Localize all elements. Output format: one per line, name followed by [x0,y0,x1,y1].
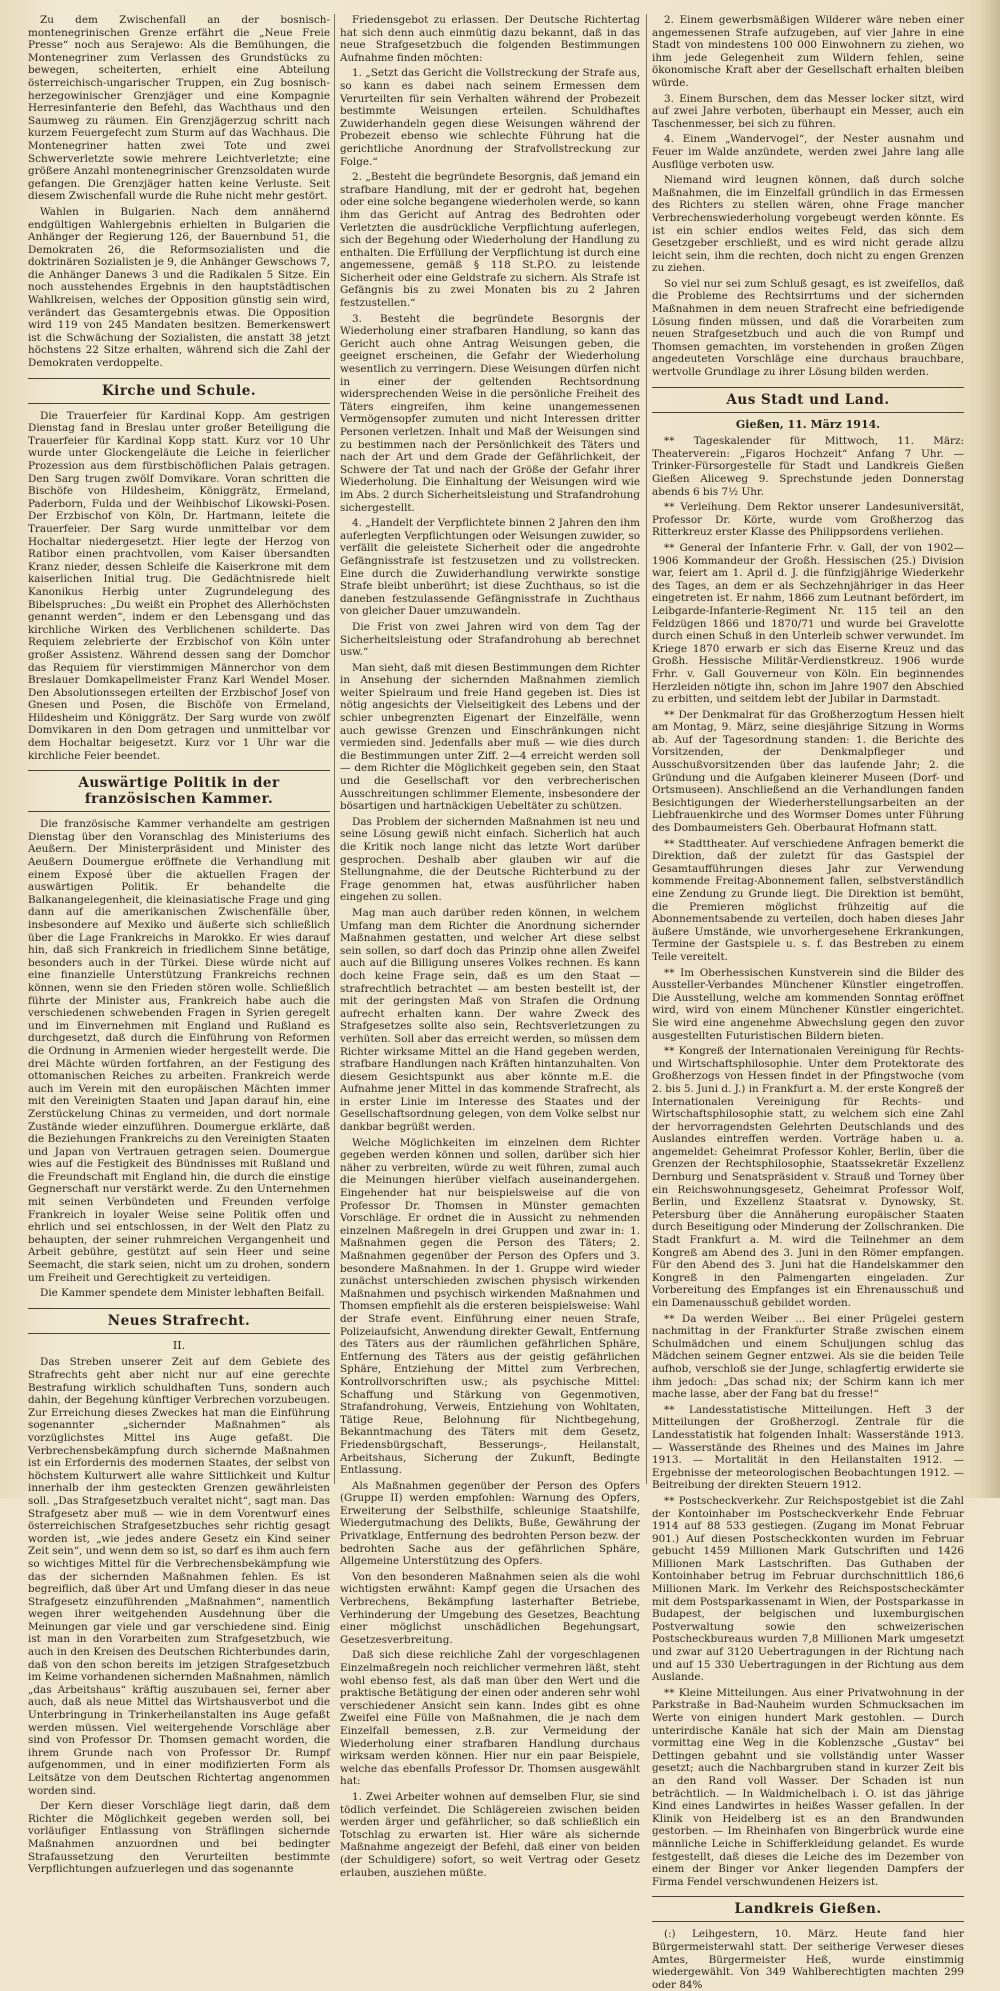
article-paragraph: 2. „Besteht die begründete Besorgnis, daß jemand ein strafbare Handlung, mit der er gedroht hat, begehen oder eine solche begangene wiederholen werde, so kann ihm das Gericht auf Antrag des Bedrohten oder Verletzten die ausdrückliche Verpflichtung auferlegen, sich der Begehung oder Wiederholung der Handlung zu enthalten. Die Erfüllung der Verpflichtung ist durch eine angemessene, gemäß § 118 St.P.O. zu leistende Sicherheit oder eine Geldstrafe zu sichern. Als Strafe ist Gefängnis bis zu zwei Monaten bis zu 2 Jahren festzustellen.“ [340,171,640,310]
column-2 [340,14,640,1879]
article-paragraph: ** Da werden Weiber ... Bei einer Prügelei gestern nachmittag in der Frankfurter Straße zwischen einem Schulmädchen und einem Schuljungen schlug das Mädchen seinem Gegner entzwei. Als sie die beiden Teile aufhob, verschloß sie der Junge, schlagfertig erwiderte sie ihm jedoch: „Das schad nix; der Schirm kann ich mer mache lasse, aber der Fang bat du fresse!“ [652,1312,964,1401]
article-paragraph: ** Im Oberhessischen Kunstverein sind die Bilder des Aussteller-Verbandes Münchener Künstler eingetroffen. Die Ausstellung, welche am kommenden Sonntag eröffnet wird, wird von einem Münchener Künstler eingerichtet. Sie wird eine angenehme Abwechslung gegen den zuvor ausgestellten Futuristischen Bildern bieten. [652,966,964,1042]
article-paragraph: Man sieht, daß mit diesen Bestimmungen dem Richter in Ansehung der sichernden Maßnahmen ziemlich weiter Spielraum und freie Hand gegeben ist. Dies ist nötig angesichts der Vielseitigkeit des Lebens und der schier unbegrenzten Eigenart der Einzelfälle, wenn auch gewisse Grenzen und Einschränkungen nicht vermieden sind. Jedenfalls aber muß — wie dies durch die Bestimmungen unter Ziff. 2—4 erreicht werden soll — dem Richter die Möglichkeit gegeben sein, den Staat und die Gesellschaft vor den verbrecherischen Ausschreitungen schlimmer Elemente, insbesondere der bösartigen und hartnäckigen Uebeltäter zu schützen. [340,661,640,813]
article-paragraph: Das Problem der sichernden Maßnahmen ist neu und seine Lösung gewiß nicht einfach. Sicherlich hat auch die Kritik noch lange nicht das letzte Wort darüber gesprochen. Deshalb aber glauben wir auf die Stellungnahme, die der Deutsche Richterbund zu der Frage genommen hat, etwas ausführlicher haben eingehen zu sollen. [340,815,640,904]
article-paragraph: ** Kleine Mitteilungen. Aus einer Privatwohnung in der Parkstraße in Bad-Nauheim wurden Schmucksachen im Werte von einigen hundert Mark gestohlen. — Durch unterirdische Kanäle hat sich der Main am Dienstag vormittag eine Weg in die Koblenzsche „Gustav“ bei Dettingen gebahnt und sie vollständig unter Wasser gesetzt; auch die Nachbargruben stand in kurzer Zeit bis an den Rand voll Wasser. Der Schaden ist nun beträchtlich. — In Waldmichelbach i. O. ist das jährige Kind eines Landwirtes in heißes Wasser gefallen. In der Klinik von Heidelberg ist es an den Brandwunden gestorben. — Im Rheinhafen von Bingerbrück wurde eine männliche Leiche in Schifferkleidung gelandet. Es wurde festgestellt, daß dieses die Leiche des im Dezember von einem der Binger vor Anker liegenden Dampfers der Firma Fendel verschwundenen Heizers ist. [652,1686,964,1888]
article-paragraph: Die Kammer spendete dem Minister lebhaften Beifall. [40,1287,325,1300]
article-paragraph: 3. Einem Burschen, dem das Messer locker sitzt, wird auf zwei Jahre verboten, überhaupt ein Messer, auch ein Taschenmesser, bei sich zu führen. [652,92,964,130]
section-heading: Aus Stadt und Land. [652,387,964,413]
article-paragraph: Der Kern dieser Vorschläge liegt darin, daß dem Richter die Möglichkeit gegeben werden soll, bei vorläufiger Entlassung von Sträflingen sichernde Maßnahmen anzuordnen und bei bedingter Strafaussetzung den Verurteilten bestimmte Verpflichtungen aufzuerlegen und das sogenannte [28,1800,330,1876]
article-paragraph: 2. Einem gewerbsmäßigen Wilderer wäre neben einer angemessenen Strafe aufzugeben, auf vier Jahre in eine Stadt von mindestens 100 000 Einwohnern zu ziehen, wo ihm jede Gelegenheit zum Wildern fehlen, seine ökonomische Kraft aber der Gesellschaft erhalten bleiben würde. [652,14,964,89]
article-paragraph: 1. Zwei Arbeiter wohnen auf demselben Flur, sie sind tödlich verfeindet. Die Schlägereien zwischen beiden werden ärger und gefährlicher, so daß schließlich ein Totschlag zu erwarten ist. Hier wäre als sichernde Maßnahme angezeigt der Befehl, daß einer von beiden (der Schuldigere) sofort, so weit Vertrag oder Gesetz erlauben, ausziehen müßte. [340,1790,640,1879]
article-paragraph: Wahlen in Bulgarien. Nach dem annähernd endgültigen Wahlergebnis erhielten in Bulgarien die Anhänger der Regierung 126, der Bauernbund 51, die Demokraten 26, die Reformsozialisten und die doktrinären Sozialisten je 9, die Anhänger Gewschows 7, die Anhänger Danews 3 und die Radikalen 5 Sitze. Ein noch ausstehendes Ergebnis in den hauptstädtischen Wahlkreisen, welches der Opposition günstig sein wird, verändert das Gesamtergebnis etwas. Die Opposition wird 119 von 245 Mandaten besitzen. Bemerkenswert ist die Schwächung der Sozialisten, die anstatt 38 jetzt höchstens 22 Sitze erhalten, während sich die Zahl der Demokraten verdoppelte. [28,205,330,370]
article-paragraph: ** General der Infanterie Frhr. v. Gall, der von 1902—1906 Kommandeur der Großh. Hessischen (25.) Division war, feiert am 1. April d. J. die fünfzigjährige Wiederkehr des Tages, an dem er als Sechzehnjähriger in das Heer eingetreten ist. Er nahm, 1866 zum Leutnant befördert, im Leibgarde-Infanterie-Regiment Nr. 115 teil an den Feldzügen 1866 und 1870/71 und wurde bei Gravelotte durch einen Schuß in den Unterleib schwer verwundet. Im Kriege 1870 erwarb er sich das Eiserne Kreuz und das Großh. Hessische Militär-Verdienstkreuz. 1906 wurde Frhr. v. Gall Gouverneur von Köln. Ein beginnendes Herzleiden nötigte ihn, schon im Jahre 1907 den Abschied zu erbitten, und seitdem lebt der Jubilar in Darmstadt. [652,541,964,706]
section-heading: Landkreis Gießen. [652,1896,964,1922]
article-paragraph: Die französische Kammer verhandelte am gestrigen Dienstag über den Voranschlag des Ministeriums des Aeußern. Der Ministerpräsident und Minister des Aeußern Doumergue eröffnete die Verhandlung mit einem Exposé über die aktuellen Fragen der auswärtigen Politik. Er behandelte die Balkanangelegenheit, die kleinasiatische Frage und ging dann auf die amerikanischen Zwischenfälle über, insbesondere auf Mexiko und äußerte sich schließlich über die Lage Frankreichs in Marokko. Er wies darauf hin, daß sich Frankreich in friedlichem Sinne betätige, besonders auch in der Türkei. Diese würde nicht auf eine finanzielle Unterstützung Frankreichs rechnen können, wenn sie den Frieden stören wolle. Schließlich führte der Minister aus, Frankreich habe auch die verschiedenen schwebenden Fragen in Syrien geregelt und im Einvernehmen mit England und Rußland es durchgesetzt, daß durch die Einführung von Reformen die Ordnung in Armenien wieder hergestellt werde. Die drei Mächte würden fortfahren, an der Festigung des ottomanischen Reiches zu arbeiten. Frankreich werde auch im Verein mit den europäischen Mächten immer mit den Vereinigten Staaten und Japan darauf hin, eine Zerstückelung Chinas zu vermeiden, und dort normale Zustände wieder einzuführen. Doumergue erklärte, daß die Beziehungen Frankreichs zu den Vereinigten Staaten und Japan von Vertrauen getragen seien. Doumergue wies auf die Festigkeit des Bündnisses mit Rußland und die Freundschaft mit England hin, die durch die einstige Gegnerschaft nur verstärkt werde. Zu den Unternehmen mit seinen Verbündeten und Freunden verfolge Frankreich in loyaler Weise seine Politik offen und ehrlich und sei entschlossen, in der Welt den Platz zu behaupten, der seiner ruhmreichen Vergangenheit und Arbeit gebühre, gestützt auf sein Heer und seine Seemacht, die stark seien, nicht um zu drohen, sondern um Freiheit und Gerechtigkeit zu verteidigen. [28,818,330,1284]
article-paragraph: Die Frist von zwei Jahren wird von dem Tag der Sicherheitsleistung oder Strafandrohung ab berechnet usw.“ [340,620,640,659]
article-paragraph: Das Streben unserer Zeit auf dem Gebiete des Strafrechts geht aber nicht nur auf eine gerechte Bestrafung wirklich schuldhaften Tuns, sondern auch dahin, der Begehung künftiger Verbrechen vorzubeugen. Zur Erreichung dieses Zweckes hat man die Einführung sogenannter „sichernder Maßnahmen“ als vorzüglichstes Mittel ins Auge gefaßt. Die Verbrechensbekämpfung durch sichernde Maßnahmen ist ein Erfordernis des modernen Staates, der selbst von höchstem Kulturwert alle wahre Sittlichkeit und Kultur innerhalb der ihm gesteckten Grenzen gewährleisten soll. „Das Strafgesetzbuch veraltet nicht“, sagt man. Das Strafgesetz aber muß — wie in dem Vorentwurf eines österreichischen Strafgesetzbuches sehr richtig gesagt worden ist, „wie jedes andere Gesetz ein Kind seiner Zeit sein“, und wenn dem so ist, so darf es ihm auch fern so wichtiges Mittel für die Verbrechensbekämpfung wie das der sichernden Maßnahmen fehlen. Es ist begreiflich, daß über Art und Umfang dieser in das neue Strafgesetz einzuführenden „Maßnahmen“, namentlich wegen ihrer weitgehenden Ausdehnung über die Meinungen gar viele und gar verschiedene sind. Einig ist man in den Vorarbeiten zum Strafgesetzbuch, wie auch in den Kreisen des Deutschen Richterbundes darin, daß von den schon bereits im jetzigen Strafgesetzbuch im Keime vorhandenen sichernden Maßnahmen, nämlich „das Arbeitshaus“ kräftig auszubauen sei, ferner aber auch, daß als neue Mittel das Wirtshausverbot und die Unterbringung in Trinkerheilanstalten ins Auge gefaßt werden müssen. Viel weitergehende Vorschläge aber sind von Professor Dr. Thomsen gemacht worden, die ihrem Grunde nach von Professor Dr. Rumpf aufgenommen, und in einer modifizierten Form als Leitsätze von dem Deutschen Richtertag angenommen worden sind. [28,1356,330,1797]
article-paragraph: ** Kongreß der Internationalen Vereinigung für Rechts- und Wirtschaftsphilosophie. Unter dem Protektorate des Großherzogs von Hessen findet in der Pfingstwoche (vom 2. bis 5. Juni d. J.) in Frankfurt a. M. der erste Kongreß der Internationalen Vereinigung für Rechts- und Wirtschaftsphilosophie statt, zu welchem sich eine Zahl der hervorragendsten Gelehrten Deutschlands und des Auslandes eintreffen werden. Vorträge haben u. a. angemeldet: Geheimrat Professor Kohler, Berlin, über die Grenzen der Rechtsphilosophie, Staatssekretär Exzellenz Dernburg und Senatspräsident v. Strauß und Torney über ein Reichswohnungsgesetz, Geheimrat Professor Wolf, Berlin, und Exzellenz Staatsrat v. Dynowsky, St. Petersburg über die Annäherung europäischer Staaten durch Beseitigung oder Minderung der Zollschranken. Die Stadt Frankfurt a. M. wird die Teilnehmer an dem Kongreß am Abend des 3. Juni in den Römer empfangen. Für den Abend des 3. Juni hat die Handelskammer den Kongreß in den Palmengarten eingeladen. Zur Vorbereitung des Empfanges ist ein Ehrenausschuß und ein Damenausschuß gebildet worden. [652,1045,964,1309]
article-paragraph: Von den besonderen Maßnahmen seien als die wohl wichtigsten erwähnt: Kampf gegen die Ursachen des Verbrechens, Bekämpfung lasterhafter Betriebe, Verhinderung der Umgebung des Gesetzes, Beachtung einer möglichst unschädlichen Begehungsart, Gesetzesverbreitung. [340,1570,640,1646]
article-paragraph: Die Trauerfeier für Kardinal Kopp. Am gestrigen Dienstag fand in Breslau unter großer Beteiligung die Trauerfeier für Kardinal Kopp statt. Kurz vor 10 Uhr wurde unter Glockengeläute die Leiche in feierlicher Prozession aus dem fürstbischöflichen Palais getragen. Den Sarg trugen zwölf Domvikare. Voran schritten die Bischöfe von Hildesheim, Königgrätz, Ermeland, Paderborn, Fulda und der Weihbischof Likowski-Posen. Der Erzbischof von Köln, Dr. Hartmann, leitete die Trauerfeier. Der Sarg wurde unmittelbar vor dem Hochaltar niedergesetzt. Hier legte der Herzog von Ratibor einen prachtvollen, vom Kaiser übersandten Kranz nieder, dessen Schleife die Kaiserkrone mit dem kaiserlichen Initial trug. Die Gedächtnisrede hielt Kanonikus Herbig unter Zugrundelegung des Bibelspruches: „Du weißt ein Prophet des Allerhöchsten genannt werden“, indem er den Lebensgang und das kirchliche Wirken des Verblichenen schilderte. Das Requiem zelebrierte der Erzbischof von Köln unter großer Assistenz. Während dessen sang der Domchor das Requiem für vierstimmigen Männerchor von dem Breslauer Domkapellmeister Franz Karl Wendel Moser. Den Absolutionssegen erteilten der Erzbischof Josef von Gnesen und Posen, die Bischöfe von Ermeland, Hildesheim und Königgrätz. Der Sarg wurde von zwölf Domvikaren in den Dom getragen und unmittelbar vor dem Hochaltar beigesetzt. Kurz vor 1 Uhr war die kirchliche Feier beendet. [28,409,330,762]
column-3 [652,14,964,1991]
article-paragraph: 4. „Handelt der Verpflichtete binnen 2 Jahren den ihm auferlegten Verpflichtungen oder Weisungen zuwider, so verfällt die geleistete Sicherheit oder die angedrohte Gefängnisstrafe ist festzusetzen und zu vollstrecken. Eine durch die Zuwiderhandlung verwirkte sonstige Strafe bleibt unberührt; ist diese Zuchthaus, so ist die daneben festzulassende Gefängnisstrafe in Zuchthaus von gleicher Dauer umzuwandeln. [340,517,640,618]
article-paragraph: ** Tageskalender für Mittwoch, 11. März: Theaterverein: „Figaros Hochzeit“ Anfang 7 Uhr. — Trinker-Fürsorgestelle für Stadt und Landkreis Gießen Gießen Aliceweg 9. Sprechstunde jeden Donnerstag abends 6 bis 7½ Uhr. [652,435,964,498]
article-paragraph: Welche Möglichkeiten im einzelnen dem Richter gegeben werden können und sollen, darüber sich hier näher zu verbreiten, würde zu weit führen, zumal auch die Meinungen hierüber vielfach auseinandergehen. Eingehender hat nur beispielsweise auf die von Professor Dr. Thomsen in Münster gemachten Vorschläge. Er ordnet die in Aussicht zu nehmenden einzelnen Maßregeln in drei Gruppen und zwar in: 1. Maßnahmen gegen die Person des Täters; 2. Maßnahmen gegenüber der Person des Opfers und 3. besondere Maßnahmen. In der 1. Gruppe wird wieder zunächst unterschieden zwischen physisch wirkenden Maßnahmen und psychisch wirkenden Maßnahmen und Thomsen empfiehlt als die ersteren beispielsweise: Wahl der Strafe event. Einführung einer neuen Strafe, Polizeiaufsicht, Anwendung direkter Gewalt, Entfernung des Täters aus der räumlichen gefährlichen Sphäre, Entfernung des Täters aus der geistig gefährlichen Sphäre, Entziehung der Mittel zum Verbrechen, Kontrollvorschriften usw.; als psychische Mittel: Schaffung und Stärkung von Gegenmotiven, Strafandrohung, Verweis, Entziehung von Wohltaten, Tätige Reue, Belohnung für Nichtbegehung, Bekanntmachung des Täters mit dem Gesetz, Friedensbürgschaft, Besserungs-, Heilanstalt, Arbeitshaus, Sicherung der Zukunft, Bedingte Entlassung. [340,1136,640,1477]
article-paragraph: 3. Besteht die begründete Besorgnis der Wiederholung einer strafbaren Handlung, so kann das Gericht auch ohne Antrag Weisungen geben, die geeignet erscheinen, die Gefahr der Wiederholung wesentlich zu verringern. Diese Weisungen dürfen nicht in einer der geltenden Rechtsordnung widersprechenden Weise in die persönliche Freiheit des Täters eingreifen, ihm keine unangemessenen Vermögensopfer zumuten und nicht Interessen dritter Personen verletzen. Inhalt und Maß der Weisungen sind zu bestimmen nach der Persönlichkeit des Täters und nach der Art und dem Grade der Gefährlichkeit, der Schwere der Tat und nach der Größe der Gefahr ihrer Wiederholung. Die Einhaltung der Weisungen wird wie im Abs. 2 durch Sicherheitsleistung und Strafandrohung sichergestellt. [340,312,640,514]
section-heading: Auswärtige Politik in der französischen Kammer. [28,770,330,812]
article-paragraph: ** Landesstatistische Mitteilungen. Heft 3 der Mitteilungen der Großherzogl. Zentrale für die Landesstatistik hat folgenden Inhalt: Wasserstände 1913. — Wasserstände des Rheines und des Maines im Jahre 1913. — Mortalität in den Heilanstalten 1912. — Ergebnisse der meteorologischen Beobachtungen 1912. — Beitreibung der direkten Steuern 1912. [652,1403,964,1492]
article-paragraph: (:) Leihgestern, 10. März. Heute fand hier Bürgermeisterwahl statt. Der seitherige Verweser dieses Amtes, Bürgermeister Heß, wurde einstimmig wiedergewählt. Von 349 Wahlberechtigten machten 299 oder 84% [652,1928,964,1991]
article-paragraph: ** Postscheckverkehr. Zur Reichspostgebiet ist die Zahl der Kontoinhaber im Postscheckverkehr Ende Februar 1914 auf 88 533 gestiegen. (Zugang im Monat Februar 901.) Auf diesen Postscheckkonten wurden im Februar gebucht 1459 Millionen Mark Gutschriften und 1426 Millionen Mark Lastschriften. Das Guthaben der Kontoinhaber betrug im Februar durchschnittlich 186,6 Millionen Mark. Im Verkehr des Reichspostscheckämter mit dem Postsparkassenamt in Wien, der Postsparkasse in Budapest, der belgischen und luxemburgischen Postverwaltung sowie den schweizerischen Postscheckbureaus wurden 7,8 Millionen Mark umgesetzt und zwar auf 3120 Uebertragungen in der Richtung nach und auf 15 330 Uebertragungen in der Richtung aus dem Auslande. [652,1494,964,1684]
article-paragraph: Friedensgebot zu erlassen. Der Deutsche Richtertag hat sich denn auch einmütig dazu bekannt, daß in das neue Strafgesetzbuch die folgenden Bestimmungen Aufnahme finden möchten: [340,14,640,64]
article-paragraph: ** Verleihung. Dem Rektor unserer Landesuniversität, Professor Dr. Körte, wurde vom Großherzog das Ritterkreuz erster Klasse des Philippsordens verliehen. [652,501,964,539]
article-paragraph: Daß sich diese reichliche Zahl der vorgeschlagenen Einzelmaßregeln noch reichlicher vermehren läßt, steht wohl ebenso fest, als daß man über den Wert und die praktische Betätigung der einen oder anderen sehr wohl verschiedener Ansicht sein kann. Indes gibt es ohne Zweifel eine Fülle von Maßnahmen, die je nach dem Einzelfall bemessen, z.B. zur Vermeidung der Wiederholung einer strafbaren Handlung durchaus wirksam werden können. Hier nur ein paar Beispiele, welche das ebenfalls Professor Dr. Thomsen ausgewählt hat: [340,1649,640,1788]
article-paragraph: Zu dem Zwischenfall an der bosnisch-montenegrinischen Grenze erfährt die „Neue Freie Presse“ noch aus Serajewo: Als die Bemühungen, die Montenegriner zum Verlassen des Grundstücks zu bewegen, scheiterten, erhielt eine Abteilung österreichisch-ungarischer Truppen, ein Zug bosnisch-herzegowinischer Grenzjäger und eine Kompagnie Herresinfanterie den Befehl, das Wachthaus und den Saumweg zu räumen. Ein Grenzjägerzug schritt nach kurzem Feuergefecht zum Sturm auf das Wachhaus. Die Montenegriner hatten zwei Tote und zwei Schwerverletzte sowie mehrere Leichtverletzte; eine größere Anzahl montenegrinischer Grenzsoldaten wurde gefangen. Die Grenzjäger hatten keine Verluste. Seit diesem Zwischenfall wurde die Ruhe nicht mehr gestört. [28,14,330,203]
section-heading: Kirche und Schule. [28,378,330,404]
article-paragraph: ** Der Denkmalrat für das Großherzogtum Hessen hielt am Montag, 9. März, seine diesjährige Sitzung in Worms ab. Auf der Tagesordnung standen: 1. die Berichte des Vorsitzenden, der Denkmalpfleger und Ausschußvorsitzenden über das laufende Jahr; 2. die Gründung und die Aufgaben kleinerer Museen (Dorf- und Ortsmuseen). Anschließend an die Verhandlungen fanden Besichtigungen der Wiederherstellungsarbeiten an der Liebfrauenkirche und des Wormser Domes unter Führung des Dombaumeisters Geh. Oberbaurat Hofmann statt. [652,708,964,835]
article-paragraph: 1. „Setzt das Gericht die Vollstreckung der Strafe aus, so kann es dabei nach seinem Ermessen dem Verurteilten für sein Verhalten während der Probezeit bestimmte Weisungen erteilen. Schuldhaftes Zuwiderhandeln gegen diese Weisungen während der Probezeit ebenso wie schlechte Führung hat die gerichtliche Anordnung der Strafvollstreckung zur Folge.“ [340,67,640,168]
column-rule [646,14,647,1484]
column-1 [28,14,330,1876]
page-edge-shadow [978,0,1000,1498]
article-paragraph: Mag man auch darüber reden können, in welchem Umfang man dem Richter die Anordnung sichernder Maßnahmen gestatten, und welcher Art diese selbst sein sollen, so darf doch das Prinzip ohne allen Zweifel auch auf die Billigung unseres Volkes rechnen. Es kann doch keine Frage sein, daß es um den Staat — strafrechtlich betrachtet — am besten bestellt ist, der mit der geringsten Maß von Strafen die Ordnung aufrecht erhalten kann. Der wahre Zweck des Strafgesetzes sollte also sein, Rechtsverletzungen zu verhüten. Soll aber das erreicht werden, so müssen dem Richter wirksame Mittel an die Hand gegeben werden, strafbare Handlungen nach Kräften hintanzuhalten. Von diesem Gesichtspunkt aus aber könnte m.E. die Aufnahme jener Mittel in das kommende Strafrecht, als in erster Linie im Interesse des Staates und der Gesellschaftsordnung gelegen, von dem Volke selbst nur dankbar begrüßt werden. [340,906,640,1134]
article-paragraph: ** Stadttheater. Auf verschiedene Anfragen bemerkt die Direktion, daß der zuletzt für das Gastspiel der Gesamtaufführungen dieses Jahr zur Verwendung kommende Freitag-Abonnement fallen, selbstverständlich eine Zendung zu Grunde liegt. Die Direktion ist bemüht, die Premieren möglichst frühzeitig auf die Abonnementsabende zu verteilen, doch haben dieses Jahr äußere Umstände, wie unvorhergesehene Erkrankungen, Termine der Gastspiele u. s. f. das Bestreben zu einem Teile vereitelt. [652,837,964,963]
article-paragraph: 4. Einem „Wandervogel“, der Nester ausnahm und Feuer im Walde anzündete, werden zwei Jahre lang alle Ausflüge verboten usw. [652,133,964,171]
article-paragraph: Niemand wird leugnen können, daß durch solche Maßnahmen, die im Einzelfall gründlich in das Ermessen des Richters zu stellen wären, ohne Frage mancher Verbrechenswiederholung vorgebeugt werden könnte. Es ist ein schier endlos weites Feld, das sich dem Gesetzgeber erschließt, und es wird nicht gerade allzu leicht sein, ihm die rechten, doch nicht zu engen Grenzen zu ziehen. [652,174,964,275]
article-paragraph: So viel nur sei zum Schluß gesagt, es ist zweifellos, daß die Probleme des Rechtsirrtums und der sichernden Maßnahmen in dem neuen Strafrecht eine befriedigende Lösung finden müssen, und daß die Vorarbeiten zum neuen Strafgesetzbuch und auch die von Rumpf und Thomsen gemachten, im vorstehenden in großen Zügen angedeuteten Vorschläge eine durchaus brauchbare, wertvolle Grundlage zu ihrer Lösung bilden werden. [652,277,964,379]
section-heading: Neues Strafrecht. [28,1308,330,1334]
dateline: Gießen, 11. März 1914. [735,417,881,431]
article-paragraph: Als Maßnahmen gegenüber der Person des Opfers (Gruppe II) werden empfohlen: Warnung des Opfers, Erweiterung der Selbsthilfe, schleunige Staatshilfe, Wiedergutmachung des Delikts, Buße, Gewährung der Privatklage, Entfernung des bedrohten Person bezw. der bedrohten Sache aus der gefährlichen Sphäre, Allgemeine Unterstützung des Opfers. [340,1479,640,1568]
column-rule [334,14,335,1484]
section-number: II. [172,1338,186,1352]
